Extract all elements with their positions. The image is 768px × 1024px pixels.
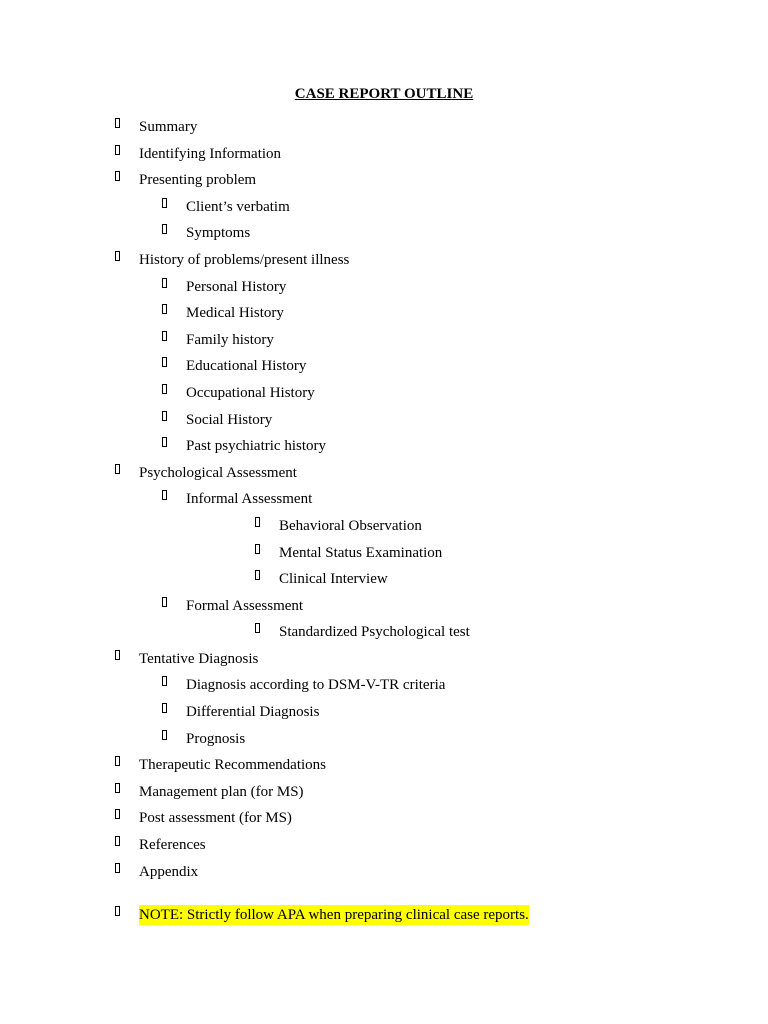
list-item-label: References [139, 837, 206, 854]
missing-glyph-box-icon [115, 862, 125, 880]
list-item-label: Post assessment (for MS) [139, 810, 292, 827]
list-item [0, 383, 768, 410]
list-item [0, 702, 768, 729]
missing-glyph-box-icon [162, 489, 172, 507]
missing-glyph-box-icon [115, 755, 125, 773]
list-item [0, 808, 768, 835]
list-item [0, 197, 768, 224]
list-item-label: Presenting problem [139, 172, 257, 189]
missing-glyph-box-icon [115, 808, 125, 826]
missing-glyph-box-icon [115, 144, 125, 162]
list-item [0, 489, 768, 516]
list-item-label: Mental Status Examination [279, 544, 443, 561]
missing-glyph-box-icon [162, 383, 172, 401]
missing-glyph-box-icon [115, 649, 125, 667]
missing-glyph-box-icon [162, 436, 172, 454]
list-item [0, 117, 768, 144]
missing-glyph-box-icon [162, 303, 172, 321]
list-item [0, 543, 768, 570]
list-item-label: Psychological Assessment [139, 464, 297, 481]
list-item [0, 144, 768, 171]
list-item [0, 436, 768, 463]
list-item-label: Identifying Information [139, 145, 282, 162]
list-item [0, 862, 768, 889]
list-item [0, 463, 768, 490]
list-item-label: Medical History [186, 305, 284, 322]
missing-glyph-box-icon [255, 543, 265, 561]
list-item-label: Standardized Psychological test [279, 624, 470, 641]
list-item [0, 303, 768, 330]
list-item-label: Differential Diagnosis [186, 704, 320, 721]
list-item-label: Informal Assessment [186, 491, 313, 508]
missing-glyph-box-icon [115, 463, 125, 481]
list-item [0, 516, 768, 543]
list-item [0, 356, 768, 383]
missing-glyph-box-icon [115, 170, 125, 188]
highlighted-note-text: NOTE: Strictly follow APA when preparing clinical case reports. [139, 907, 529, 923]
missing-glyph-box-icon [115, 782, 125, 800]
list-item-label: Family history [186, 331, 274, 348]
missing-glyph-box-icon [162, 197, 172, 215]
missing-glyph-box-icon [255, 516, 265, 534]
list-item [0, 596, 768, 623]
list-item-label: Symptoms [186, 225, 251, 242]
list-item-label: Summary [139, 119, 198, 135]
list-item [0, 755, 768, 782]
document-title: CASE REPORT OUTLINE [294, 86, 474, 102]
list-item [0, 223, 768, 250]
list-item-label: Client’s verbatim [186, 198, 290, 215]
outline-list [0, 117, 768, 888]
missing-glyph-box-icon [162, 356, 172, 374]
missing-glyph-box-icon [162, 675, 172, 693]
list-item-label: Formal Assessment [186, 597, 304, 614]
list-item-label: Tentative Diagnosis [139, 650, 259, 667]
list-item [0, 835, 768, 862]
missing-glyph-box-icon [115, 905, 125, 923]
list-item-label: Therapeutic Recommendations [139, 757, 327, 774]
list-item [0, 170, 768, 197]
list-item-label: Prognosis [186, 730, 246, 747]
list-item-label: Social History [186, 411, 273, 428]
list-item-label: Behavioral Observation [279, 517, 422, 534]
missing-glyph-box-icon [115, 835, 125, 853]
list-item-label: Occupational History [186, 384, 315, 401]
list-item [0, 729, 768, 756]
list-item [0, 330, 768, 357]
list-item-label: Past psychiatric history [186, 438, 326, 455]
list-item-label: Appendix [139, 863, 199, 880]
missing-glyph-box-icon [115, 117, 125, 135]
missing-glyph-box-icon [162, 330, 172, 348]
list-item [0, 250, 768, 277]
list-item [0, 410, 768, 437]
missing-glyph-box-icon [162, 223, 172, 241]
list-item-label: Management plan (for MS) [139, 783, 304, 800]
missing-glyph-box-icon [162, 702, 172, 720]
apa-note [0, 905, 768, 927]
list-item [0, 569, 768, 596]
list-item-label: Personal History [186, 278, 287, 295]
missing-glyph-box-icon [162, 277, 172, 295]
list-item-label: Clinical Interview [279, 571, 388, 588]
list-item [0, 782, 768, 809]
list-item-label: Diagnosis according to DSM-V-TR criteria [186, 677, 446, 694]
list-item [0, 277, 768, 304]
missing-glyph-box-icon [255, 569, 265, 587]
missing-glyph-box-icon [162, 596, 172, 614]
missing-glyph-box-icon [115, 250, 125, 268]
list-item [0, 622, 768, 649]
missing-glyph-box-icon [162, 729, 172, 747]
list-item [0, 649, 768, 676]
missing-glyph-box-icon [255, 622, 265, 640]
list-item-label: History of problems/present illness [139, 251, 350, 268]
missing-glyph-box-icon [162, 410, 172, 428]
list-item [0, 675, 768, 702]
list-item-label: Educational History [186, 358, 307, 375]
